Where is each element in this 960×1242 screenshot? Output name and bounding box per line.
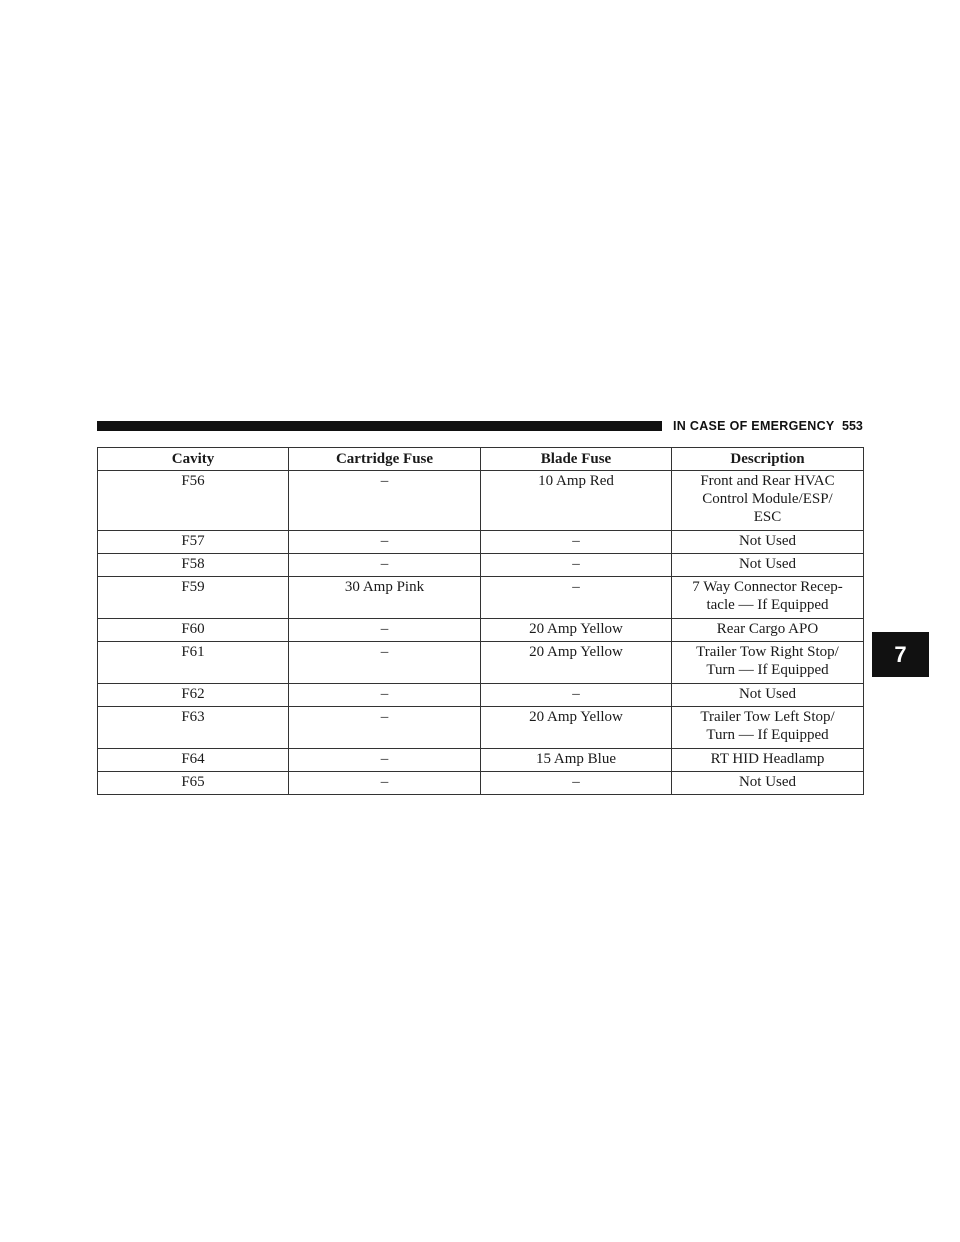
table-header-row [98, 448, 864, 471]
cartridge-fuse-cell: 30 Amp Pink [289, 577, 481, 619]
description-line: 7 Way Connector Recep- [692, 579, 843, 595]
description-line: Front and Rear HVAC [700, 473, 835, 489]
cavity-cell: F62 [98, 684, 289, 707]
description-cell [672, 554, 864, 577]
column-header-blade-fuse: Blade Fuse [481, 448, 672, 471]
blade-fuse-cell: – [481, 531, 672, 554]
description-line: Control Module/ESP/ [702, 491, 833, 507]
description-line: Not Used [738, 533, 797, 549]
chapter-tab[interactable]: 7 [872, 632, 929, 677]
table-row [98, 772, 864, 795]
description-cell [672, 577, 864, 619]
cavity-cell: F60 [98, 619, 289, 642]
column-header-description: Description [672, 448, 864, 471]
blade-fuse-cell: – [481, 772, 672, 795]
cartridge-fuse-cell: – [289, 471, 481, 531]
description-line: Trailer Tow Right Stop/ [696, 644, 839, 660]
cartridge-fuse-cell: – [289, 749, 481, 772]
description-cell [672, 684, 864, 707]
page-number: 553 [842, 419, 863, 433]
cartridge-fuse-cell: – [289, 642, 481, 684]
cavity-cell: F64 [98, 749, 289, 772]
blade-fuse-cell: – [481, 577, 672, 619]
description-line: Turn — If Equipped [706, 662, 829, 678]
blade-fuse-cell: 20 Amp Yellow [481, 619, 672, 642]
cartridge-fuse-cell: – [289, 707, 481, 749]
description-line: Rear Cargo APO [716, 621, 819, 637]
description-line: ESC [753, 509, 782, 525]
description-cell [672, 642, 864, 684]
table-row [98, 707, 864, 749]
table-row [98, 471, 864, 531]
description-cell [672, 471, 864, 531]
cartridge-fuse-cell: – [289, 554, 481, 577]
cavity-cell: F63 [98, 707, 289, 749]
blade-fuse-cell: – [481, 684, 672, 707]
description-cell [672, 749, 864, 772]
description-cell [672, 619, 864, 642]
table-row [98, 749, 864, 772]
blade-fuse-cell: 10 Amp Red [481, 471, 672, 531]
table-row [98, 684, 864, 707]
cartridge-fuse-cell: – [289, 619, 481, 642]
section-title: IN CASE OF EMERGENCY [673, 419, 835, 433]
cavity-cell: F59 [98, 577, 289, 619]
blade-fuse-cell: 20 Amp Yellow [481, 707, 672, 749]
description-cell [672, 772, 864, 795]
table-row [98, 577, 864, 619]
cavity-cell: F56 [98, 471, 289, 531]
description-cell [672, 531, 864, 554]
cavity-cell: F65 [98, 772, 289, 795]
column-header-cartridge-fuse: Cartridge Fuse [289, 448, 481, 471]
description-line: Trailer Tow Left Stop/ [700, 709, 835, 725]
blade-fuse-cell: 15 Amp Blue [481, 749, 672, 772]
cartridge-fuse-cell: – [289, 684, 481, 707]
table-row [98, 642, 864, 684]
description-line: Not Used [738, 556, 797, 572]
table-body [98, 471, 864, 795]
description-line: tacle — If Equipped [706, 597, 829, 613]
table-row [98, 619, 864, 642]
column-header-cavity: Cavity [98, 448, 289, 471]
description-line: RT HID Headlamp [710, 751, 825, 767]
cartridge-fuse-cell: – [289, 531, 481, 554]
cavity-cell: F58 [98, 554, 289, 577]
table-row [98, 554, 864, 577]
fuse-table [97, 447, 864, 795]
description-line: Not Used [738, 774, 797, 790]
cavity-cell: F61 [98, 642, 289, 684]
description-line: Turn — If Equipped [706, 727, 829, 743]
blade-fuse-cell: 20 Amp Yellow [481, 642, 672, 684]
description-cell [672, 707, 864, 749]
cartridge-fuse-cell: – [289, 772, 481, 795]
header-rule [97, 421, 662, 431]
table-row [98, 531, 864, 554]
description-line: Not Used [738, 686, 797, 702]
cavity-cell: F57 [98, 531, 289, 554]
blade-fuse-cell: – [481, 554, 672, 577]
